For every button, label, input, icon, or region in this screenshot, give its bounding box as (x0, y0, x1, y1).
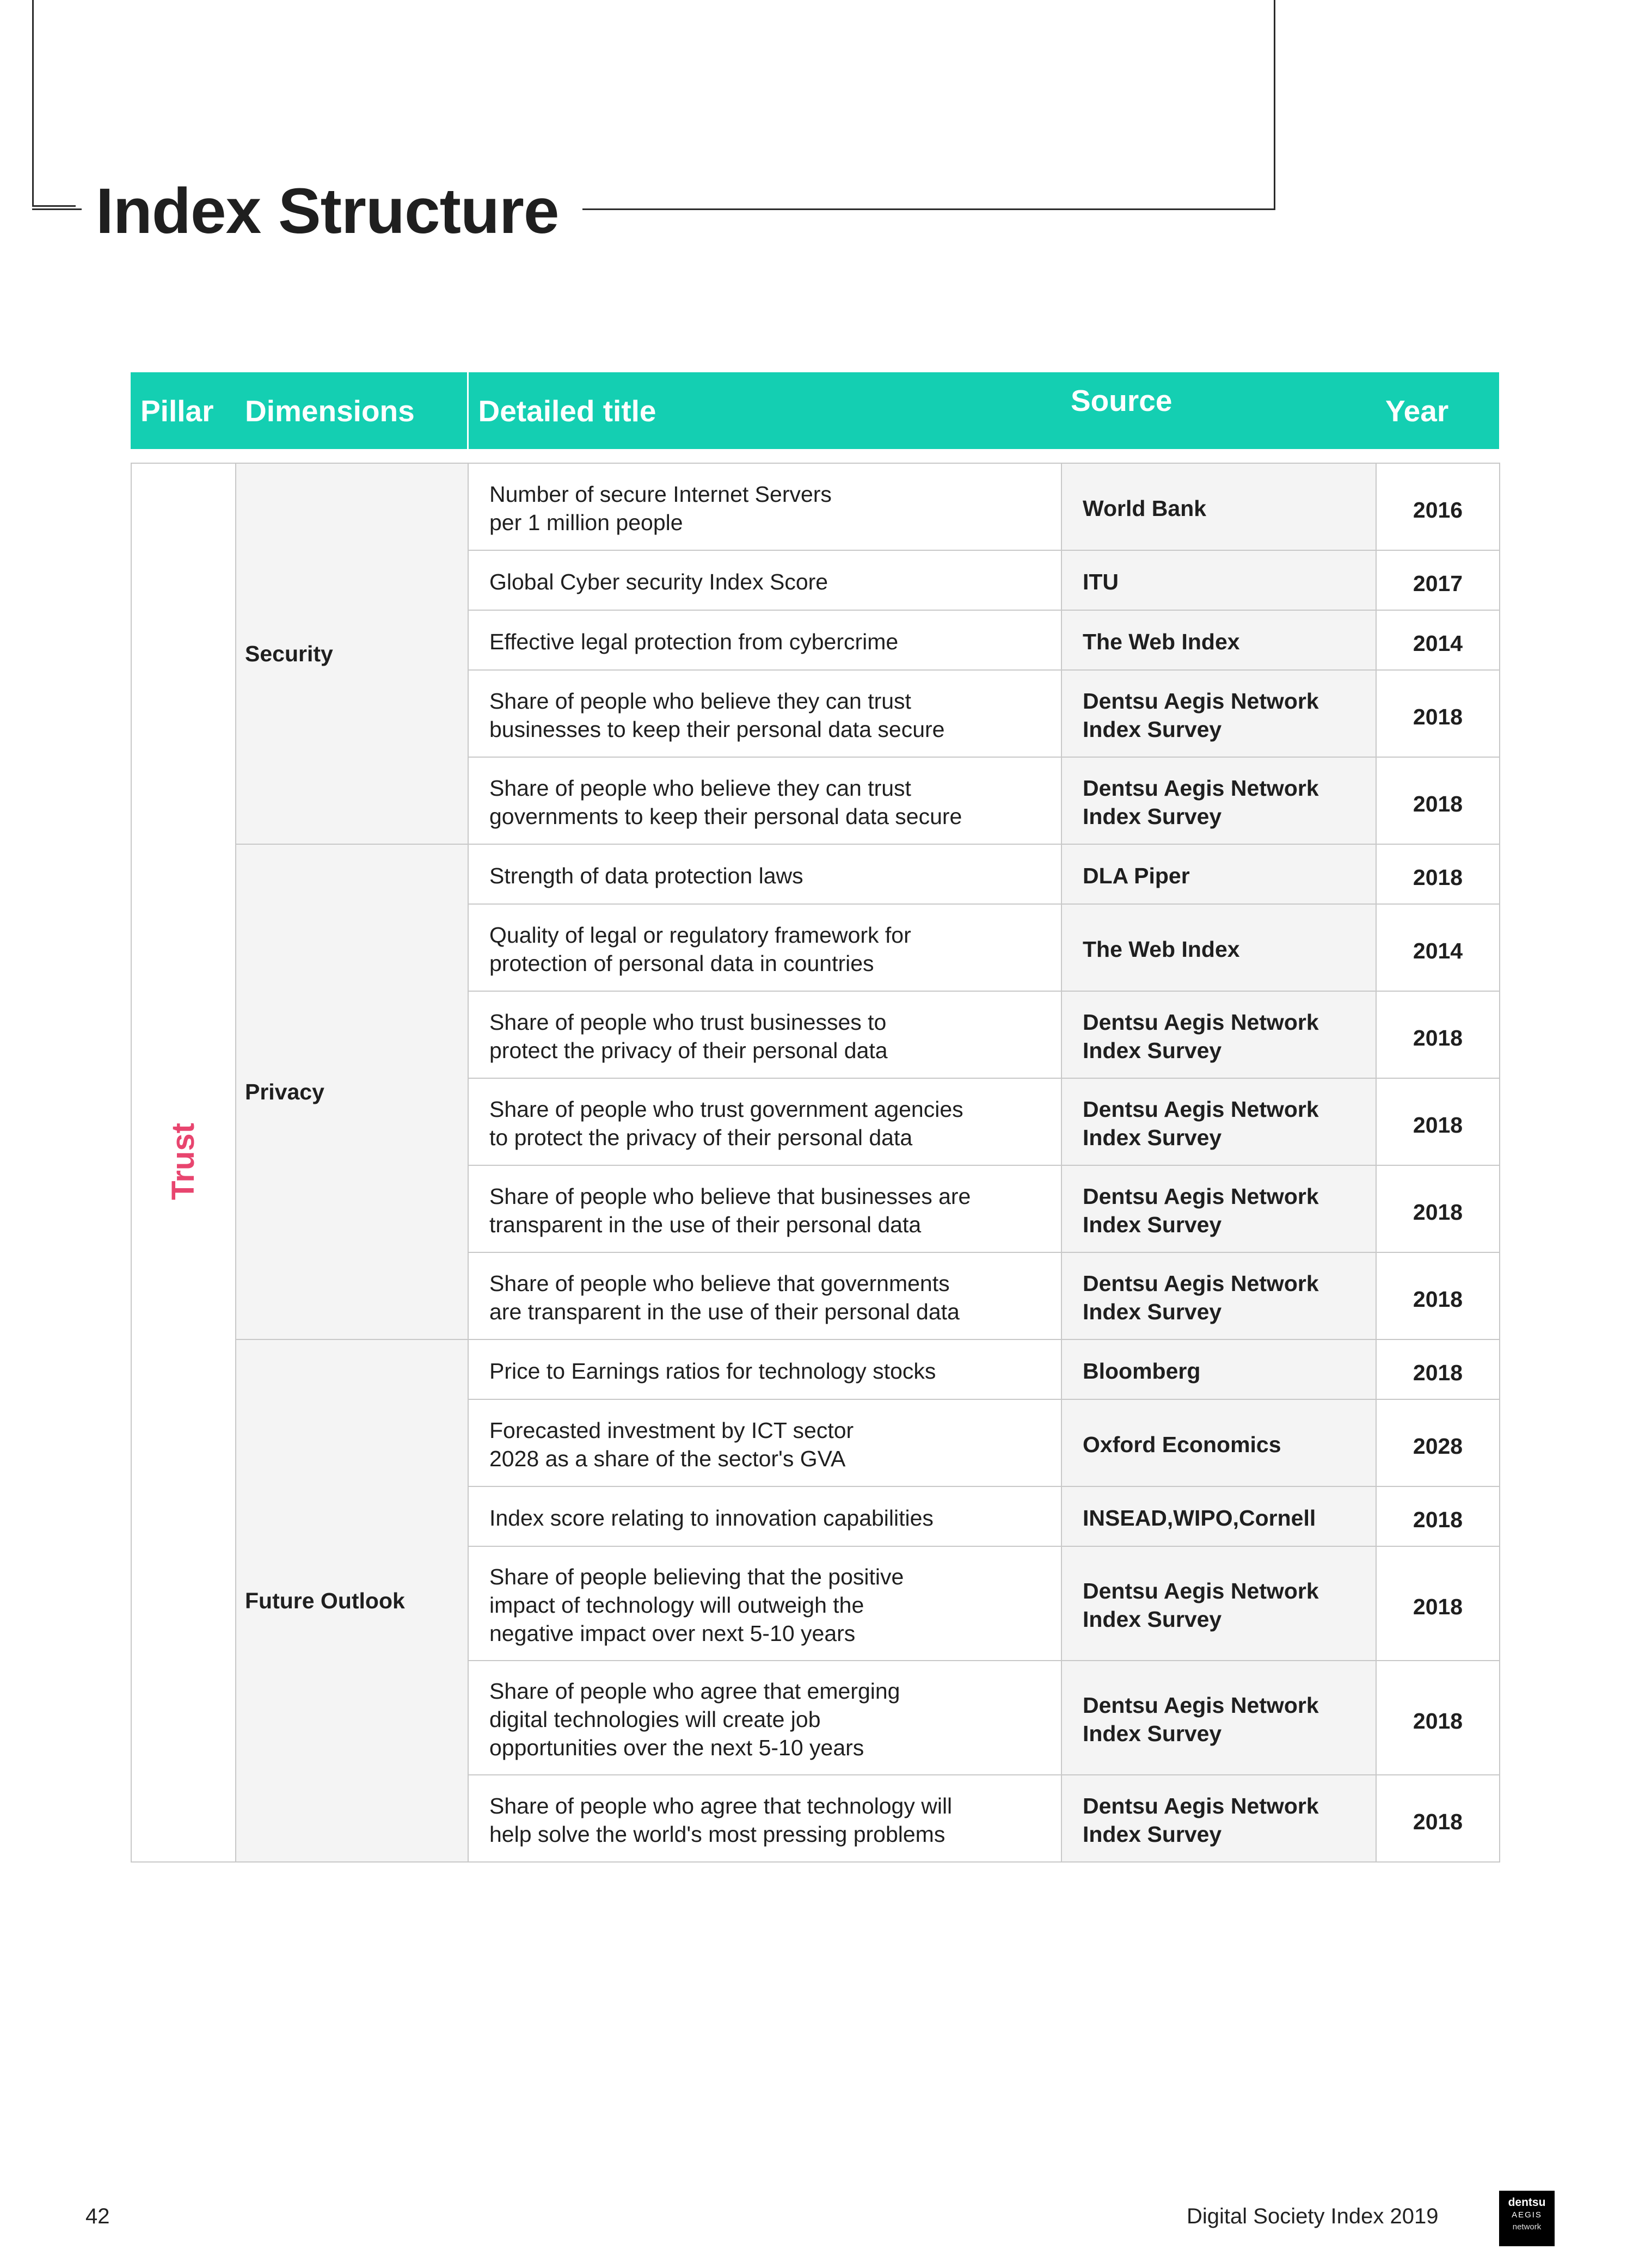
year-cell: 2018 (1376, 1661, 1500, 1775)
detailed-title-cell (468, 1775, 1061, 1862)
detailed-title-line: protect the privacy of their personal data (489, 1038, 888, 1063)
source-line: Index Survey (1083, 717, 1222, 742)
source-line: Dentsu Aegis Network (1083, 776, 1319, 801)
detailed-title-line: Share of people who agree that emerging (489, 1679, 900, 1704)
source-cell (1061, 1486, 1376, 1546)
year-cell: 2018 (1376, 1252, 1500, 1339)
source-line: Dentsu Aegis Network (1083, 1793, 1319, 1818)
table-row (131, 463, 1500, 550)
header-pillar: Pillar (140, 394, 214, 428)
detailed-title-cell (468, 904, 1061, 991)
source-cell (1061, 1546, 1376, 1661)
source-line: Dentsu Aegis Network (1083, 1010, 1319, 1035)
detailed-title-line: Index score relating to innovation capabilities (489, 1505, 934, 1531)
year-cell: 2018 (1376, 757, 1500, 844)
table-row (131, 844, 1500, 904)
source-cell (1061, 1399, 1376, 1486)
year-cell: 2018 (1376, 844, 1500, 904)
detailed-title-line: Effective legal protection from cybercrime (489, 629, 899, 654)
detailed-title-cell (468, 670, 1061, 757)
source-line: World Bank (1083, 496, 1207, 521)
source-line: DLA Piper (1083, 863, 1190, 888)
source-line: Index Survey (1083, 1299, 1222, 1324)
footer-title: Digital Society Index 2019 (1187, 2204, 1439, 2228)
source-line: Index Survey (1083, 1721, 1222, 1746)
detailed-title-cell (468, 1661, 1061, 1775)
index-table (131, 463, 1500, 1863)
detailed-title-line: opportunities over the next 5-10 years (489, 1735, 864, 1760)
detailed-title-cell (468, 550, 1061, 610)
dimension-privacy: Privacy (236, 844, 468, 1339)
detailed-title-line: 2028 as a share of the sector's GVA (489, 1446, 846, 1471)
source-cell (1061, 844, 1376, 904)
detailed-title-cell (468, 610, 1061, 670)
year-cell: 2018 (1376, 1775, 1500, 1862)
logo-line-2: AEGIS (1512, 2210, 1542, 2220)
source-line: Index Survey (1083, 1607, 1222, 1632)
detailed-title-line: are transparent in the use of their personal data (489, 1299, 960, 1324)
source-line: Index Survey (1083, 1038, 1222, 1063)
year-cell: 2018 (1376, 1339, 1500, 1399)
year-cell: 2018 (1376, 1165, 1500, 1252)
source-line: The Web Index (1083, 629, 1240, 654)
detailed-title-cell (468, 1399, 1061, 1486)
detailed-title-line: Forecasted investment by ICT sector (489, 1418, 854, 1443)
header-source: Source (1071, 384, 1172, 417)
detailed-title-cell (468, 1339, 1061, 1399)
source-line: Oxford Economics (1083, 1432, 1281, 1457)
source-line: Index Survey (1083, 1822, 1222, 1847)
detailed-title-line: Share of people who believe they can trust (489, 776, 911, 801)
year-cell: 2018 (1376, 1546, 1500, 1661)
detailed-title-line: governments to keep their personal data secure (489, 804, 962, 829)
detailed-title-cell (468, 757, 1061, 844)
dimension-security: Security (236, 463, 468, 844)
detailed-title-line: Number of secure Internet Servers (489, 482, 832, 507)
source-line: Bloomberg (1083, 1359, 1201, 1384)
detailed-title-line: help solve the world's most pressing problems (489, 1822, 946, 1847)
detailed-title-line: Share of people who believe they can trust (489, 689, 911, 714)
page-title: Index Structure (96, 175, 559, 247)
detailed-title-cell (468, 1546, 1061, 1661)
detailed-title-line: transparent in the use of their personal data (489, 1212, 922, 1237)
source-cell (1061, 1661, 1376, 1775)
dentsu-logo (1499, 2191, 1555, 2246)
source-line: Dentsu Aegis Network (1083, 1097, 1319, 1122)
source-line: Index Survey (1083, 1212, 1222, 1237)
year-cell: 2028 (1376, 1399, 1500, 1486)
year-cell: 2017 (1376, 550, 1500, 610)
table-header (131, 372, 1499, 449)
year-cell: 2018 (1376, 991, 1500, 1078)
detailed-title-cell (468, 1486, 1061, 1546)
year-cell: 2016 (1376, 463, 1500, 550)
source-cell (1061, 1078, 1376, 1165)
source-line: Dentsu Aegis Network (1083, 1693, 1319, 1718)
detailed-title-cell (468, 1165, 1061, 1252)
source-cell (1061, 550, 1376, 610)
detailed-title-line: Quality of legal or regulatory framework for (489, 923, 911, 948)
pillar-cell (131, 463, 236, 1862)
detailed-title-line: Global Cyber security Index Score (489, 569, 828, 594)
header-detailed-title: Detailed title (468, 372, 1061, 449)
decorative-frame-left (32, 0, 34, 207)
detailed-title-line: Share of people who trust businesses to (489, 1010, 887, 1035)
detailed-title-line: Share of people believing that the positive (489, 1564, 904, 1589)
detailed-title-line: negative impact over next 5-10 years (489, 1621, 856, 1646)
source-cell (1061, 1775, 1376, 1862)
detailed-title-line: protection of personal data in countries (489, 951, 874, 976)
detailed-title-line: per 1 million people (489, 510, 683, 535)
table-row (131, 1339, 1500, 1399)
year-cell: 2014 (1376, 610, 1500, 670)
year-cell: 2018 (1376, 1486, 1500, 1546)
source-cell (1061, 610, 1376, 670)
source-line: Index Survey (1083, 804, 1222, 829)
source-cell (1061, 904, 1376, 991)
source-cell (1061, 1339, 1376, 1399)
detailed-title-cell (468, 991, 1061, 1078)
detailed-title-line: Price to Earnings ratios for technology stocks (489, 1359, 936, 1384)
source-cell (1061, 757, 1376, 844)
source-line: Dentsu Aegis Network (1083, 1184, 1319, 1209)
logo-line-1: dentsu (1508, 2196, 1546, 2209)
year-cell: 2018 (1376, 670, 1500, 757)
page-number: 42 (85, 2204, 110, 2228)
source-line: Dentsu Aegis Network (1083, 689, 1319, 714)
detailed-title-cell (468, 1252, 1061, 1339)
source-line: Dentsu Aegis Network (1083, 1578, 1319, 1603)
detailed-title-line: Share of people who believe that governments (489, 1271, 950, 1296)
detailed-title-line: Share of people who trust government agencies (489, 1097, 963, 1122)
header-dimensions: Dimensions (245, 394, 415, 428)
source-cell (1061, 463, 1376, 550)
pillar-label: Trust (165, 1122, 201, 1200)
detailed-title-cell (468, 844, 1061, 904)
header-year: Year (1385, 394, 1449, 428)
source-cell (1061, 1252, 1376, 1339)
year-cell: 2018 (1376, 1078, 1500, 1165)
detailed-title-line: businesses to keep their personal data secure (489, 717, 945, 742)
detailed-title-line: Strength of data protection laws (489, 863, 803, 888)
year-cell: 2014 (1376, 904, 1500, 991)
detailed-title-line: digital technologies will create job (489, 1707, 821, 1732)
source-cell (1061, 991, 1376, 1078)
logo-line-3: network (1512, 2222, 1542, 2232)
source-line: Dentsu Aegis Network (1083, 1271, 1319, 1296)
decorative-frame-tick (32, 205, 76, 207)
source-line: Index Survey (1083, 1125, 1222, 1150)
source-cell (1061, 1165, 1376, 1252)
detailed-title-line: Share of people who believe that businesses are (489, 1184, 971, 1209)
detailed-title-cell (468, 463, 1061, 550)
detailed-title-line: Share of people who agree that technology will (489, 1793, 953, 1818)
detailed-title-cell (468, 1078, 1061, 1165)
dimension-future-outlook: Future Outlook (236, 1339, 468, 1862)
source-cell (1061, 670, 1376, 757)
source-line: The Web Index (1083, 937, 1240, 962)
detailed-title-line: impact of technology will outweigh the (489, 1593, 864, 1618)
source-line: ITU (1083, 569, 1119, 594)
detailed-title-line: to protect the privacy of their personal data (489, 1125, 913, 1150)
source-line: INSEAD,WIPO,Cornell (1083, 1505, 1316, 1531)
